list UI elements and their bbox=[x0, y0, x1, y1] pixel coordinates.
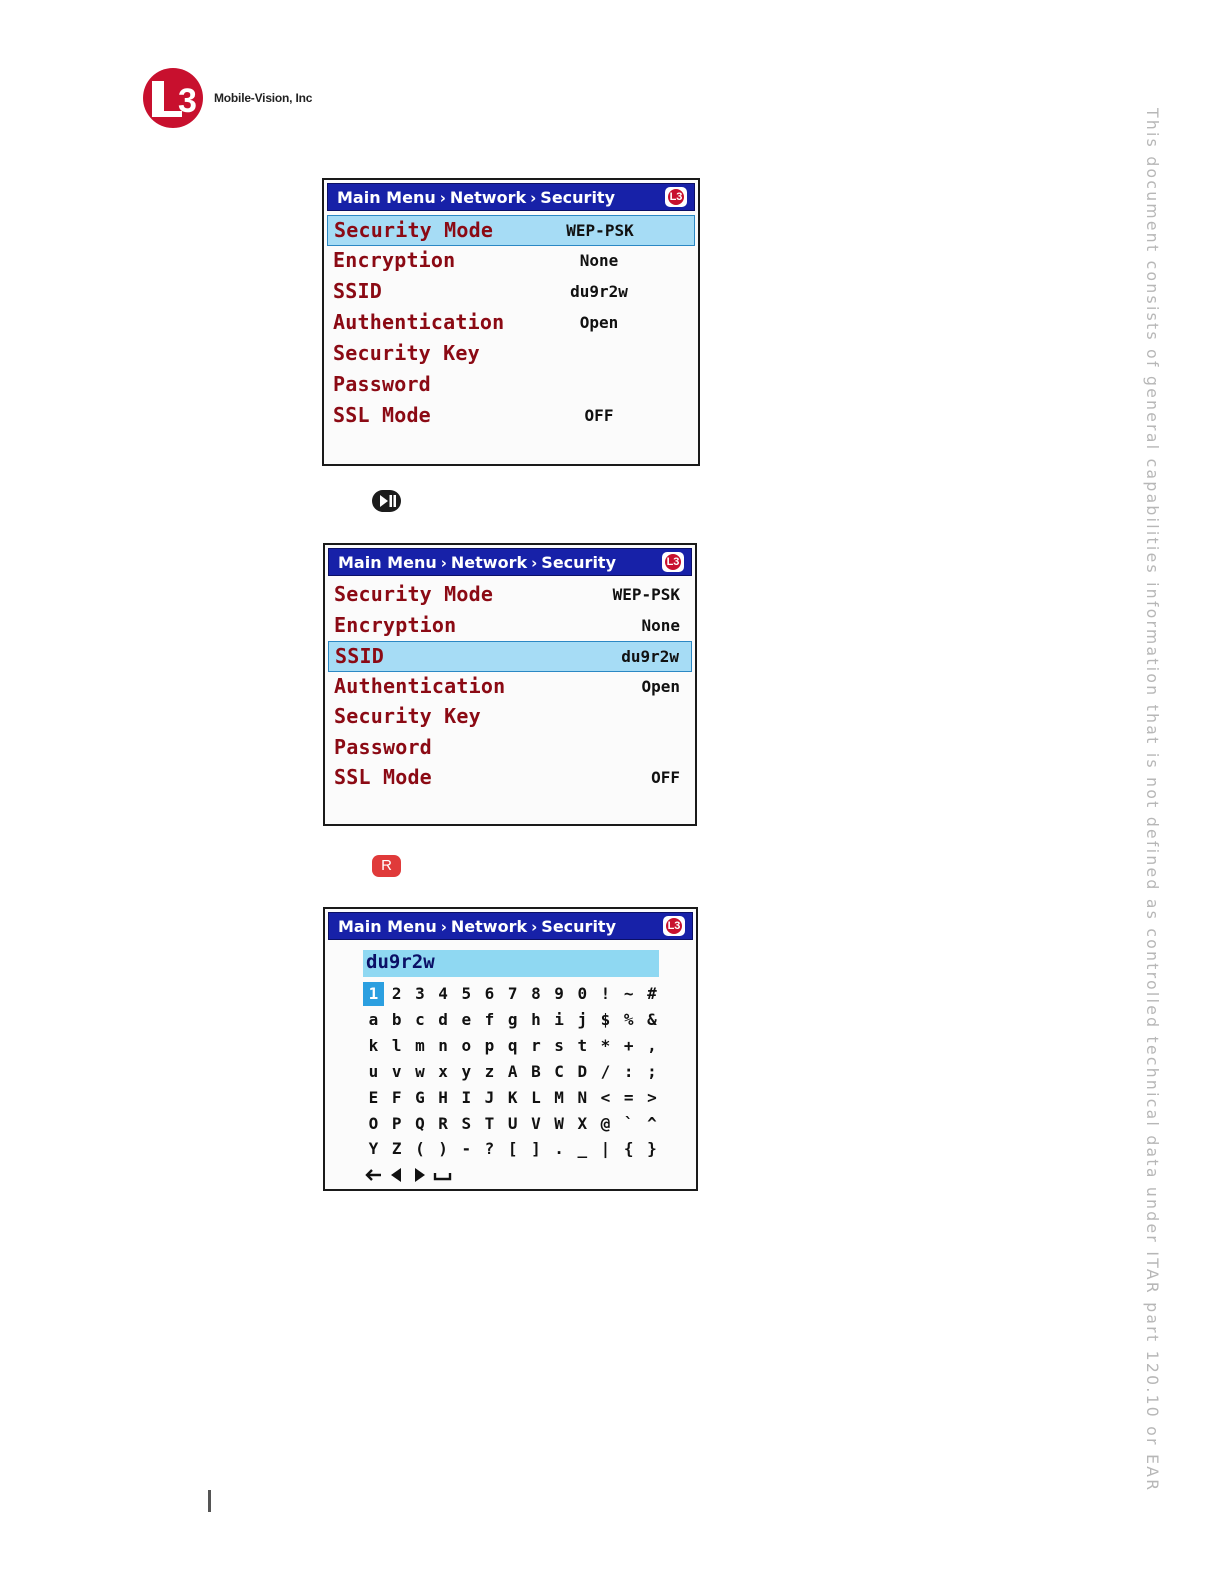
setting-row[interactable] bbox=[328, 733, 692, 764]
setting-value: du9r2w bbox=[621, 647, 679, 666]
title-bar bbox=[328, 912, 693, 940]
setting-value: OFF bbox=[651, 768, 680, 787]
breadcrumb bbox=[337, 188, 615, 207]
cursor-right-icon[interactable] bbox=[409, 1163, 430, 1187]
keyboard-key[interactable]: p bbox=[484, 1035, 495, 1055]
keyboard-key[interactable]: 6 bbox=[484, 984, 495, 1003]
keyboard-key[interactable]: 1 bbox=[363, 982, 384, 1006]
keyboard-key[interactable]: H bbox=[438, 1087, 448, 1107]
setting-label: Security Key bbox=[334, 704, 481, 728]
keyboard-key[interactable]: ] bbox=[531, 1139, 541, 1159]
setting-label: Encryption bbox=[334, 612, 457, 637]
setting-value: None bbox=[641, 615, 680, 635]
keyboard-key[interactable]: Q bbox=[415, 1113, 425, 1133]
itar-watermark: This document consists of general capabilities information that is not defined as controlled technical data under ITAR part 120.10 or EAR bbox=[1143, 108, 1161, 1493]
setting-row[interactable] bbox=[327, 339, 695, 370]
r-button-icon: R bbox=[372, 855, 401, 877]
keyboard-key[interactable]: ~ bbox=[623, 984, 634, 1003]
keyboard-key[interactable]: c bbox=[415, 1009, 425, 1029]
setting-label: Security Mode bbox=[334, 582, 494, 606]
keyboard-key[interactable]: f bbox=[484, 1009, 495, 1029]
l3-badge-icon: L3 bbox=[663, 916, 685, 936]
breadcrumb-main-menu: Main Menu bbox=[338, 553, 437, 572]
setting-row[interactable] bbox=[327, 401, 695, 432]
breadcrumb-security: Security bbox=[540, 188, 615, 207]
l3-logo-icon bbox=[142, 67, 206, 129]
keyboard-key[interactable]: . bbox=[554, 1139, 564, 1159]
keyboard-key[interactable]: i bbox=[554, 1009, 564, 1029]
keyboard-key[interactable]: b bbox=[391, 1009, 402, 1029]
keyboard-key[interactable]: < bbox=[600, 1087, 611, 1107]
keyboard-key[interactable]: 3 bbox=[415, 984, 425, 1003]
keyboard-key[interactable]: D bbox=[577, 1061, 588, 1081]
chevron-right-icon: › bbox=[440, 918, 447, 936]
setting-label: Password bbox=[333, 372, 431, 396]
keyboard-key[interactable]: / bbox=[600, 1061, 611, 1081]
keyboard-key[interactable]: J bbox=[484, 1087, 495, 1107]
company-name: Mobile-Vision, Inc bbox=[214, 91, 313, 105]
breadcrumb-main-menu: Main Menu bbox=[338, 917, 437, 936]
keyboard-key[interactable]: > bbox=[647, 1087, 657, 1107]
space-icon[interactable] bbox=[432, 1163, 453, 1187]
keyboard-key[interactable]: E bbox=[368, 1087, 379, 1107]
keyboard-key[interactable]: 8 bbox=[531, 984, 541, 1003]
keyboard-key[interactable]: ! bbox=[600, 984, 611, 1003]
setting-row[interactable] bbox=[327, 246, 695, 277]
keyboard-key[interactable]: W bbox=[554, 1113, 564, 1133]
keyboard-key[interactable]: + bbox=[623, 1035, 634, 1055]
keyboard-key[interactable]: N bbox=[577, 1087, 588, 1107]
setting-label: SSL Mode bbox=[333, 403, 431, 427]
keyboard-key[interactable]: l bbox=[391, 1035, 402, 1055]
keyboard-key[interactable]: ? bbox=[484, 1139, 495, 1159]
keyboard-key[interactable]: O bbox=[368, 1113, 379, 1133]
setting-row[interactable] bbox=[328, 641, 692, 672]
keyboard-key[interactable]: B bbox=[531, 1061, 541, 1081]
breadcrumb bbox=[338, 553, 616, 572]
play-pause-icon bbox=[372, 490, 401, 512]
setting-label: Encryption bbox=[333, 248, 456, 272]
keyboard-key[interactable]: @ bbox=[600, 1113, 611, 1133]
keyboard-key[interactable]: o bbox=[461, 1035, 472, 1055]
keyboard-key[interactable]: _ bbox=[577, 1139, 588, 1159]
security-screen-2 bbox=[323, 543, 697, 826]
setting-label: Authentication bbox=[334, 673, 506, 698]
keyboard-key[interactable]: U bbox=[507, 1113, 518, 1133]
keyboard-key[interactable]: R bbox=[438, 1113, 448, 1133]
ssid-entry-value: du9r2w bbox=[366, 951, 435, 973]
keyboard-key[interactable]: C bbox=[554, 1061, 564, 1081]
keyboard-key[interactable]: ^ bbox=[647, 1113, 657, 1133]
keyboard-key[interactable]: v bbox=[391, 1061, 402, 1081]
setting-row[interactable] bbox=[327, 277, 695, 308]
chevron-right-icon: › bbox=[439, 189, 446, 207]
keyboard-key[interactable]: M bbox=[554, 1087, 564, 1107]
keyboard-key[interactable]: ` bbox=[623, 1113, 634, 1133]
keyboard-key[interactable]: # bbox=[647, 984, 657, 1003]
keyboard-key[interactable]: P bbox=[391, 1113, 402, 1133]
keyboard-key[interactable]: { bbox=[623, 1139, 634, 1159]
keyboard-key[interactable]: S bbox=[461, 1113, 472, 1133]
chevron-right-icon: › bbox=[530, 189, 537, 207]
keyboard-key[interactable]: V bbox=[531, 1113, 541, 1133]
svg-text:3: 3 bbox=[178, 82, 197, 120]
title-bar bbox=[328, 548, 692, 576]
breadcrumb-security: Security bbox=[541, 917, 616, 936]
setting-label: Security Mode bbox=[334, 218, 494, 242]
cursor-left-icon[interactable] bbox=[386, 1163, 407, 1187]
setting-row[interactable] bbox=[328, 763, 692, 794]
keyboard-key[interactable]: n bbox=[438, 1035, 448, 1055]
keyboard-key[interactable]: e bbox=[461, 1009, 472, 1029]
keyboard-key[interactable]: & bbox=[647, 1009, 657, 1029]
breadcrumb-security: Security bbox=[541, 553, 616, 572]
keyboard-key[interactable]: s bbox=[554, 1035, 564, 1055]
keyboard-key[interactable]: [ bbox=[507, 1139, 518, 1159]
keyboard-key[interactable]: $ bbox=[600, 1009, 611, 1029]
chevron-right-icon: › bbox=[531, 554, 538, 572]
keyboard-key[interactable]: 5 bbox=[461, 984, 472, 1003]
keyboard-key[interactable]: : bbox=[623, 1061, 634, 1081]
l3-badge-icon: L3 bbox=[665, 187, 687, 207]
setting-value: Open bbox=[641, 676, 680, 696]
keyboard-key[interactable]: - bbox=[461, 1139, 472, 1159]
keyboard-key[interactable]: K bbox=[507, 1087, 518, 1107]
chevron-right-icon: › bbox=[440, 554, 447, 572]
keyboard-key[interactable]: | bbox=[600, 1139, 611, 1159]
keyboard-key[interactable]: , bbox=[647, 1035, 657, 1055]
keyboard-key[interactable]: g bbox=[507, 1009, 518, 1029]
keyboard-key[interactable]: 4 bbox=[438, 984, 448, 1003]
keyboard-key[interactable]: j bbox=[577, 1009, 588, 1029]
setting-row[interactable] bbox=[327, 370, 695, 401]
breadcrumb-network: Network bbox=[450, 553, 528, 572]
setting-row[interactable] bbox=[328, 611, 692, 642]
keyboard-key[interactable]: = bbox=[623, 1087, 634, 1107]
title-bar bbox=[327, 183, 695, 211]
keyboard-key[interactable]: d bbox=[438, 1009, 448, 1029]
keyboard-key[interactable]: u bbox=[368, 1061, 379, 1081]
chevron-right-icon: › bbox=[531, 918, 538, 936]
setting-label: Security Key bbox=[333, 341, 480, 365]
keyboard-key[interactable]: I bbox=[461, 1087, 472, 1107]
setting-value: WEP-PSK bbox=[612, 585, 680, 604]
keyboard-key[interactable]: L bbox=[531, 1087, 541, 1107]
keyboard-key[interactable]: z bbox=[484, 1061, 495, 1081]
breadcrumb-main-menu: Main Menu bbox=[337, 188, 436, 207]
keyboard-key[interactable]: T bbox=[484, 1113, 495, 1133]
keyboard-key[interactable]: F bbox=[391, 1087, 402, 1107]
setting-row[interactable] bbox=[328, 702, 692, 733]
keyboard-key[interactable]: 7 bbox=[507, 984, 518, 1003]
setting-row[interactable] bbox=[327, 308, 695, 339]
keyboard-key[interactable]: m bbox=[415, 1035, 425, 1055]
company-logo bbox=[142, 67, 342, 129]
keyboard-key[interactable]: q bbox=[507, 1035, 518, 1055]
setting-value: WEP-PSK bbox=[566, 221, 634, 240]
setting-value: Open bbox=[579, 313, 619, 332]
setting-row[interactable] bbox=[328, 672, 692, 703]
keyboard-key[interactable]: G bbox=[415, 1087, 425, 1107]
breadcrumb bbox=[338, 917, 616, 936]
setting-row[interactable] bbox=[327, 215, 695, 246]
breadcrumb-network: Network bbox=[449, 188, 527, 207]
keyboard-key[interactable]: X bbox=[577, 1113, 588, 1133]
keyboard-key[interactable]: t bbox=[577, 1035, 588, 1055]
setting-label: SSID bbox=[335, 644, 384, 668]
keyboard-key[interactable]: 9 bbox=[554, 984, 564, 1003]
keyboard-key[interactable]: y bbox=[461, 1061, 472, 1081]
ssid-entry-field[interactable] bbox=[363, 950, 659, 977]
keyboard-key[interactable]: w bbox=[415, 1061, 425, 1081]
backspace-icon[interactable] bbox=[363, 1163, 384, 1187]
keyboard-key[interactable]: h bbox=[531, 1009, 541, 1029]
setting-value: OFF bbox=[584, 406, 614, 425]
keyboard-key[interactable]: 0 bbox=[577, 984, 588, 1003]
keyboard-key[interactable]: ; bbox=[647, 1061, 657, 1081]
breadcrumb-network: Network bbox=[450, 917, 528, 936]
keyboard-key[interactable]: r bbox=[531, 1035, 541, 1055]
setting-label: Authentication bbox=[333, 310, 505, 334]
setting-row[interactable] bbox=[328, 580, 692, 611]
setting-label: Password bbox=[334, 734, 432, 759]
keyboard-key[interactable]: k bbox=[368, 1035, 379, 1055]
setting-label: SSL Mode bbox=[334, 765, 432, 789]
keyboard-key[interactable]: Z bbox=[391, 1139, 402, 1159]
setting-value: None bbox=[579, 251, 619, 270]
keyboard-key[interactable]: A bbox=[507, 1061, 518, 1081]
keyboard-key[interactable]: ) bbox=[438, 1139, 448, 1159]
keyboard-key[interactable]: % bbox=[623, 1009, 634, 1029]
keyboard-key[interactable]: 2 bbox=[391, 984, 402, 1003]
ssid-entry-screen bbox=[323, 907, 698, 1191]
keyboard-key[interactable]: ( bbox=[415, 1139, 425, 1159]
security-screen-1 bbox=[322, 178, 700, 466]
l3-badge-icon: L3 bbox=[662, 552, 684, 572]
keyboard-key[interactable]: * bbox=[600, 1035, 611, 1055]
footer-divider bbox=[208, 1490, 211, 1512]
keyboard-key[interactable]: x bbox=[438, 1061, 448, 1081]
setting-label: SSID bbox=[333, 279, 382, 303]
keyboard-key[interactable]: a bbox=[368, 1009, 379, 1029]
keyboard-key[interactable]: } bbox=[647, 1139, 657, 1159]
setting-value: du9r2w bbox=[570, 282, 628, 301]
keyboard-key[interactable]: Y bbox=[368, 1139, 379, 1159]
